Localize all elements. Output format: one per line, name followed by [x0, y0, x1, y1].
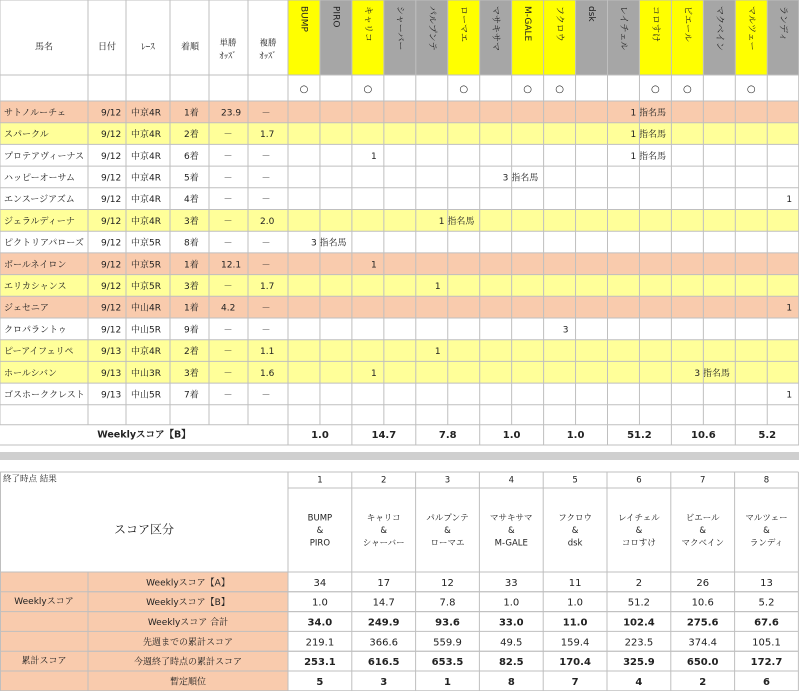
- team-member: ランディ: [749, 538, 784, 549]
- horse-name: プロテアヴィーナス: [4, 151, 85, 162]
- race-date: 9/12: [101, 195, 122, 206]
- place-odds: －: [261, 173, 271, 184]
- summary-row-label: 暫定順位: [169, 677, 207, 688]
- team-member: マルツェー: [745, 513, 788, 524]
- horse-name: エリカシャンス: [4, 281, 67, 292]
- pick-mark: 1: [786, 390, 793, 401]
- race-name: 中京4R: [131, 195, 161, 206]
- finish-position: 2着: [184, 347, 199, 358]
- team-member: &: [635, 526, 643, 536]
- race-date: 9/12: [101, 173, 122, 184]
- team-member: ローマエ: [430, 538, 465, 549]
- weekly-b-value: 10.6: [691, 429, 716, 441]
- circle-mark: ○: [746, 84, 756, 95]
- summary-value: 249.9: [367, 617, 400, 629]
- horse-name: ホールシバン: [4, 368, 57, 379]
- player-name: マルツェー: [745, 6, 756, 51]
- summary-value: 33: [504, 577, 518, 589]
- race-date: 9/12: [101, 303, 122, 314]
- team-member: &: [316, 526, 324, 536]
- summary-value: 10.6: [691, 597, 714, 609]
- circle-mark: ○: [555, 84, 564, 95]
- place-odds: 1.6: [260, 368, 275, 379]
- team-member: レイチェル: [617, 513, 660, 524]
- player-name: パルプンテ: [426, 6, 437, 51]
- horse-name: ジェセニア: [4, 303, 49, 314]
- summary-value: 616.5: [367, 657, 400, 669]
- player-name: BUMP: [298, 6, 309, 32]
- header-race: ﾚｰｽ: [141, 42, 155, 53]
- race-date: 9/13: [101, 347, 122, 358]
- weekly-b-value: 1.0: [311, 429, 329, 441]
- circle-mark: ○: [683, 84, 692, 95]
- summary-value: 6: [763, 676, 770, 688]
- race-date: 9/12: [101, 281, 122, 292]
- horse-name: ハッピーオーサム: [4, 173, 76, 184]
- summary-row-label: 先週までの累計スコア: [142, 637, 234, 648]
- win-odds: －: [223, 238, 233, 249]
- summary-value: 1.0: [503, 597, 520, 609]
- summary-value: 8: [507, 676, 515, 688]
- win-odds: －: [223, 368, 233, 379]
- header-finish: 着順: [180, 42, 200, 53]
- team-member: ビエール: [685, 513, 720, 524]
- finish-position: 8着: [184, 238, 199, 249]
- summary-value: 11: [568, 577, 582, 589]
- race-date: 9/13: [101, 390, 122, 401]
- race-date: 9/13: [101, 368, 122, 379]
- team-member: BUMP: [307, 513, 333, 524]
- finish-position: 3着: [184, 368, 199, 379]
- summary-value: 7: [571, 676, 579, 688]
- summary-value: 93.6: [435, 617, 460, 629]
- summary-value: 11.0: [562, 617, 588, 629]
- player-name: M-GALE: [522, 6, 533, 42]
- race-date: 9/12: [101, 216, 122, 227]
- player-name: ランディ: [777, 6, 788, 42]
- summary-value: 650.0: [686, 657, 719, 669]
- pick-mark: 1: [434, 347, 441, 358]
- header-place-odds: 複勝: [259, 38, 277, 49]
- team-member: キャリコ: [366, 513, 401, 524]
- summary-value: 159.4: [560, 637, 590, 649]
- race-name: 中京5R: [131, 260, 161, 271]
- win-odds: －: [223, 390, 233, 401]
- team-member: フクロウ: [558, 513, 592, 524]
- team-number: 1: [317, 475, 323, 486]
- horse-name: エンスージアズム: [4, 195, 75, 206]
- team-member: M-GALE: [494, 538, 528, 549]
- team-number: 3: [444, 475, 451, 486]
- player-name: キャリコ: [362, 6, 373, 42]
- win-odds: －: [223, 281, 233, 292]
- summary-value: 17: [377, 577, 391, 589]
- summary-value: 3: [380, 676, 388, 688]
- place-odds: 2.0: [260, 216, 275, 227]
- race-date: 9/12: [101, 238, 122, 249]
- summary-row-label: Weeklyスコア 合計: [147, 618, 229, 628]
- place-odds: 1.7: [260, 130, 275, 141]
- summary-value: 223.5: [624, 637, 654, 649]
- player-name: マクベイン: [713, 6, 724, 52]
- horse-name: ゴスホーククレスト: [4, 390, 85, 401]
- team-member: シャーバー: [362, 538, 405, 549]
- summary-value: 374.4: [688, 637, 718, 649]
- horse-name: ジェラルディーナ: [4, 216, 75, 227]
- race-date: 9/12: [101, 151, 122, 162]
- summary-value: 34.0: [307, 617, 333, 629]
- finish-position: 2着: [184, 130, 199, 141]
- team-member: &: [380, 526, 388, 536]
- finish-position: 6着: [184, 151, 199, 162]
- finish-position: 5着: [184, 173, 199, 184]
- pick-mark: 1 指名馬: [630, 151, 667, 162]
- pick-mark: 3: [562, 325, 569, 336]
- finish-position: 1着: [184, 108, 199, 119]
- team-member: &: [763, 526, 770, 536]
- weekly-b-value: 14.7: [371, 429, 397, 441]
- win-odds: －: [223, 173, 233, 184]
- summary-value: 170.4: [559, 657, 591, 669]
- race-name: 中京4R: [131, 216, 161, 227]
- race-name: 中京4R: [131, 173, 161, 184]
- player-name: PIRO: [330, 6, 341, 28]
- place-odds: －: [261, 195, 271, 206]
- summary-row-label: Weeklyスコア【B】: [146, 598, 230, 609]
- weekly-b-value: 51.2: [627, 429, 652, 441]
- summary-value: 1.0: [311, 597, 328, 609]
- race-date: 9/12: [101, 260, 122, 271]
- summary-value: 5.2: [758, 597, 775, 609]
- player-name: レイチェル: [617, 6, 628, 51]
- race-name: 中京4R: [131, 347, 161, 358]
- summary-value: 14.7: [372, 597, 395, 609]
- race-name: 中京5R: [131, 238, 161, 249]
- summary-value: 172.7: [750, 657, 783, 669]
- team-number: 4: [508, 475, 515, 486]
- finish-position: 7着: [184, 390, 199, 401]
- win-odds: 4.2: [221, 303, 236, 314]
- team-number: 6: [636, 475, 642, 486]
- pick-mark: 3 指名馬: [502, 173, 539, 184]
- race-name: 中京5R: [131, 281, 161, 292]
- group-weekly-label: Weeklyスコア: [14, 597, 74, 608]
- player-name: シャーバー: [394, 6, 405, 51]
- place-odds: －: [261, 108, 271, 119]
- finish-position: 1着: [184, 260, 199, 271]
- header-win-odds: 単勝: [219, 38, 237, 49]
- summary-value: 34: [313, 577, 327, 589]
- summary-value: 2: [699, 676, 707, 688]
- race-name: 中山5R: [131, 325, 161, 336]
- race-name: 中京4R: [131, 108, 161, 119]
- summary-row-label: Weeklyスコア【A】: [146, 578, 230, 589]
- pick-mark: 1: [786, 303, 793, 314]
- place-odds: －: [261, 325, 271, 336]
- pick-mark: 3 指名馬: [310, 238, 347, 249]
- circle-mark: ○: [363, 84, 373, 95]
- summary-value: 5: [316, 676, 324, 688]
- team-member: &: [444, 526, 451, 536]
- header-horse-name: 馬名: [34, 42, 54, 53]
- team-number: 2: [380, 475, 387, 486]
- win-odds: －: [223, 325, 233, 336]
- place-odds: －: [261, 238, 271, 249]
- win-odds: －: [223, 195, 233, 206]
- pick-mark: 1 指名馬: [630, 108, 667, 119]
- result-title: 終了時点 結果: [3, 474, 57, 485]
- summary-value: 253.1: [304, 657, 336, 669]
- summary-value: 33.0: [498, 617, 524, 629]
- team-number: 5: [572, 475, 578, 486]
- player-name: dsk: [586, 6, 597, 22]
- team-member: コロすけ: [621, 538, 656, 549]
- horse-name: ピクトリアパローズ: [4, 238, 84, 249]
- race-name: 中京4R: [131, 130, 161, 141]
- place-odds: －: [261, 260, 271, 271]
- pick-mark: 1 指名馬: [438, 216, 475, 227]
- summary-row-label: 今週終了時点の累計スコア: [133, 657, 243, 668]
- team-member: &: [507, 526, 515, 536]
- weekly-b-value: 1.0: [566, 429, 585, 441]
- score-class-label: スコア区分: [113, 522, 175, 537]
- horse-name: ピーアイフェリペ: [4, 347, 74, 358]
- summary-value: 653.5: [431, 657, 464, 669]
- player-name: フクロウ: [554, 6, 565, 42]
- horse-name: サトノルーチェ: [4, 108, 66, 119]
- team-number: 8: [763, 475, 770, 486]
- player-name: コロすけ: [649, 6, 660, 43]
- summary-value: 67.6: [754, 617, 779, 629]
- weekly-b-value: 5.2: [758, 429, 777, 441]
- summary-value: 219.1: [305, 637, 335, 649]
- summary-value: 82.5: [498, 657, 524, 669]
- header-place-odds: ｵｯｽﾞ: [259, 51, 277, 62]
- team-member: &: [571, 526, 579, 536]
- group-cumulative-label: 累計スコア: [21, 656, 67, 667]
- team-member: PIRO: [309, 538, 331, 549]
- summary-value: 13: [760, 577, 773, 589]
- summary-value: 366.6: [369, 637, 399, 649]
- pick-mark: 1: [371, 368, 377, 379]
- race-name: 中京4R: [131, 151, 161, 162]
- team-member: マサキサマ: [490, 513, 533, 524]
- section-separator: [0, 452, 799, 460]
- horse-name: クロパラントゥ: [4, 325, 67, 336]
- player-name: ローマエ: [458, 6, 469, 43]
- team-member: dsk: [567, 538, 583, 549]
- summary-value: 1: [444, 676, 451, 688]
- win-odds: 23.9: [221, 108, 242, 119]
- win-odds: －: [223, 216, 233, 227]
- finish-position: 3着: [184, 216, 199, 227]
- race-date: 9/12: [101, 108, 122, 119]
- place-odds: －: [261, 303, 271, 314]
- place-odds: －: [261, 390, 271, 401]
- pick-mark: 1: [434, 281, 441, 292]
- summary-value: 26: [696, 577, 710, 589]
- summary-value: 275.6: [686, 617, 719, 629]
- header-date: 日付: [97, 42, 117, 53]
- summary-value: 102.4: [623, 617, 655, 629]
- weekly-b-value: 1.0: [502, 429, 521, 441]
- place-odds: 1.1: [260, 347, 275, 358]
- pick-mark: 1: [786, 195, 793, 206]
- circle-mark: ○: [459, 84, 469, 95]
- race-name: 中山4R: [131, 303, 161, 314]
- pick-mark: 1 指名馬: [630, 130, 667, 141]
- header-win-odds: ｵｯｽﾞ: [219, 51, 237, 62]
- summary-value: 51.2: [627, 597, 651, 609]
- circle-mark: ○: [299, 84, 309, 95]
- place-odds: 1.7: [260, 281, 275, 292]
- player-name: マサキサマ: [490, 6, 501, 52]
- circle-mark: ○: [651, 84, 660, 95]
- race-name: 中山3R: [131, 368, 161, 379]
- circle-mark: ○: [523, 84, 532, 95]
- summary-value: 559.9: [433, 637, 462, 649]
- summary-value: 12: [441, 577, 454, 589]
- win-odds: －: [223, 347, 233, 358]
- summary-value: 105.1: [752, 637, 781, 649]
- team-number: 7: [699, 475, 706, 486]
- race-date: 9/12: [101, 325, 122, 336]
- team-member: パルプンテ: [426, 513, 469, 524]
- weekly-b-value: 7.8: [438, 429, 457, 441]
- summary-value: 7.8: [439, 597, 456, 609]
- horse-name: スパークル: [4, 130, 49, 141]
- place-odds: －: [261, 151, 271, 162]
- team-member: &: [699, 526, 707, 536]
- team-member: マクベイン: [681, 538, 724, 549]
- summary-value: 49.5: [500, 637, 523, 649]
- horse-name: ボールネイロン: [4, 260, 67, 271]
- finish-position: 9着: [184, 325, 199, 336]
- weekly-b-label: Weeklyスコア【B】: [97, 429, 191, 441]
- race-date: 9/12: [101, 130, 122, 141]
- pick-mark: 1: [371, 151, 377, 162]
- race-name: 中山5R: [131, 390, 161, 401]
- finish-position: 4着: [184, 195, 199, 206]
- win-odds: 12.1: [221, 260, 242, 271]
- win-odds: －: [223, 130, 233, 141]
- win-odds: －: [223, 151, 233, 162]
- finish-position: 3着: [184, 281, 199, 292]
- player-name: ビエール: [681, 6, 692, 42]
- summary-value: 325.9: [623, 657, 655, 669]
- pick-mark: 1: [371, 260, 377, 271]
- pick-mark: 3 指名馬: [694, 368, 730, 379]
- summary-value: 1.0: [567, 597, 584, 609]
- summary-value: 4: [635, 676, 643, 688]
- summary-value: 2: [635, 577, 643, 589]
- finish-position: 1着: [184, 303, 199, 314]
